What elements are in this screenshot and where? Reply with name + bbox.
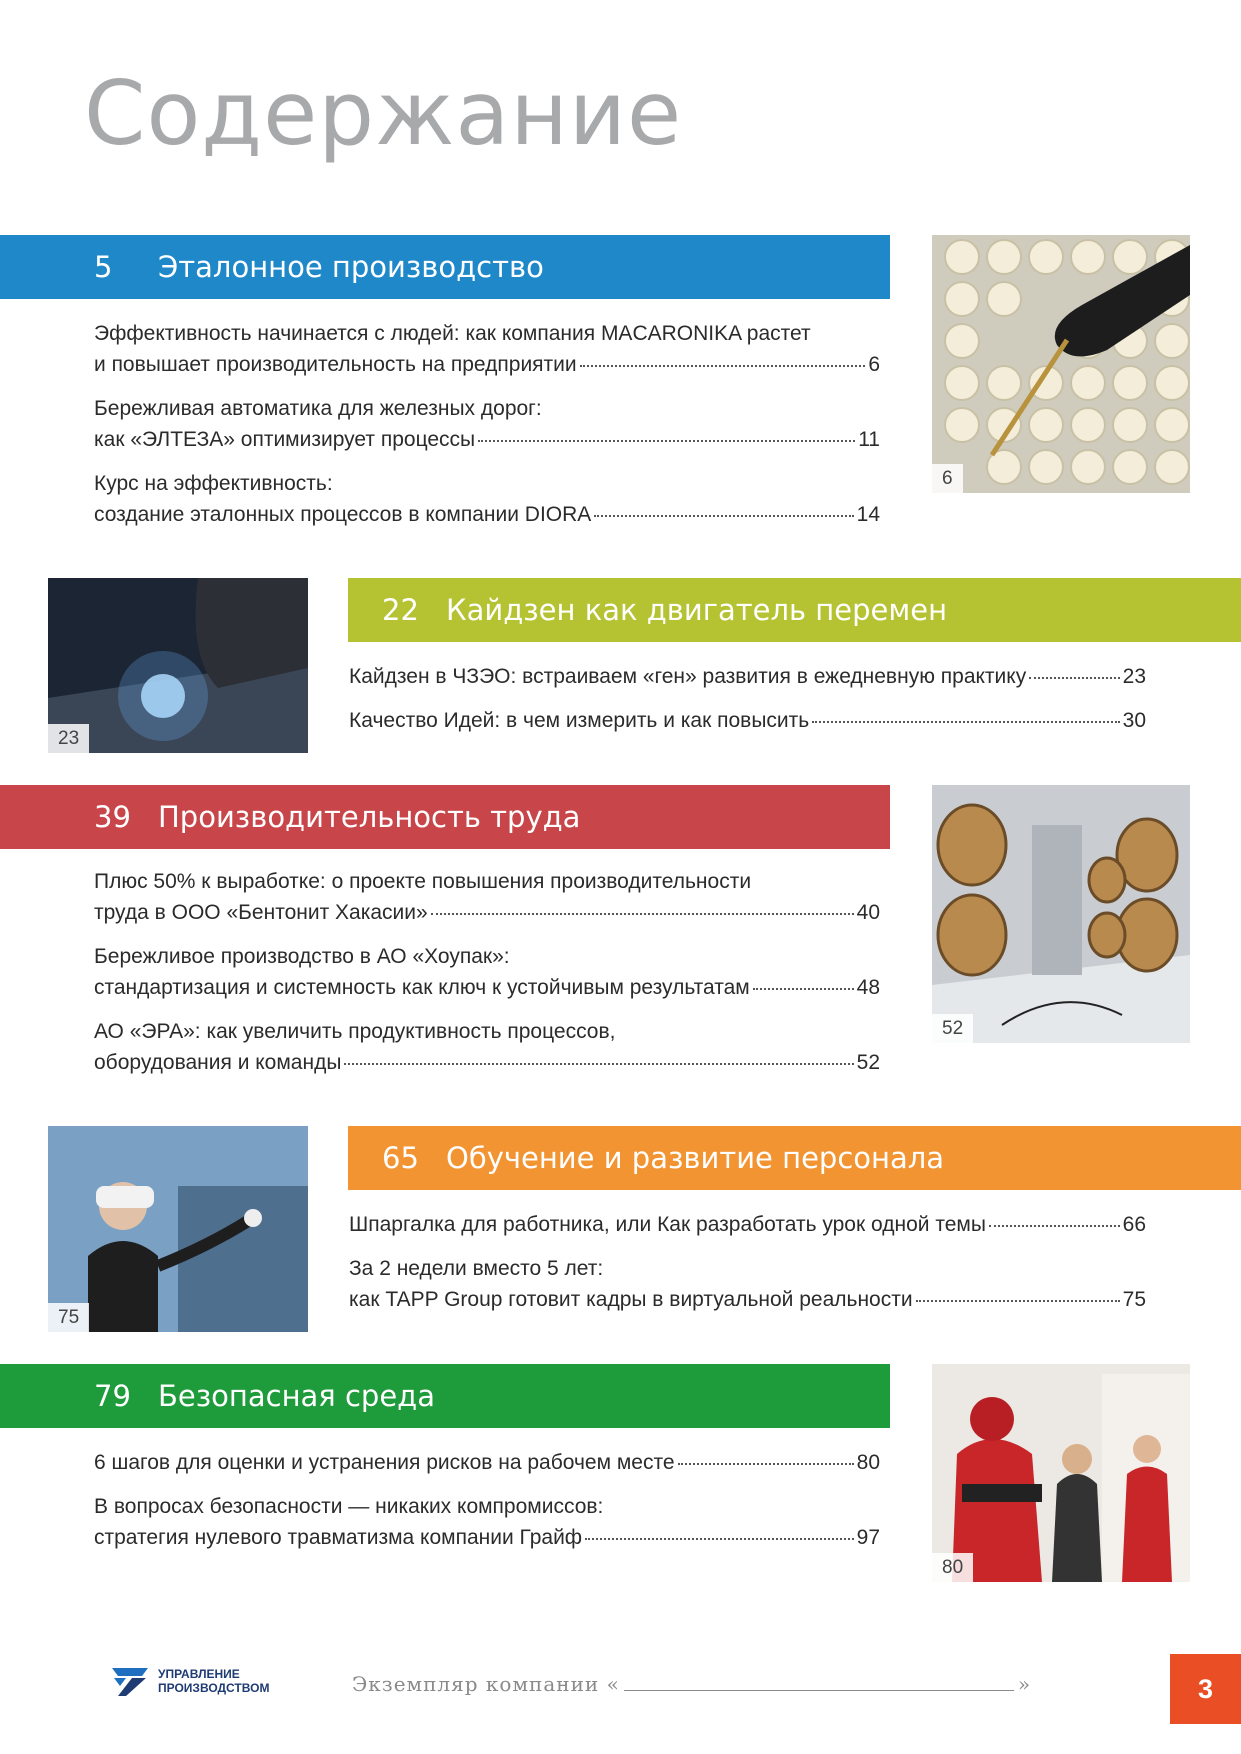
section-bar-3[interactable]	[0, 785, 890, 849]
toc-entry[interactable]	[94, 941, 880, 1003]
photo-page-label: 80	[932, 1553, 973, 1582]
toc-entry[interactable]	[349, 1209, 1146, 1240]
entry-page: 11	[858, 428, 880, 451]
welding-photo-icon[interactable]	[48, 578, 308, 753]
toc-entry[interactable]	[94, 318, 880, 380]
entry-page: 80	[856, 1451, 880, 1474]
photo-page-label: 52	[932, 1014, 973, 1043]
dot-leader	[916, 1299, 1120, 1302]
dot-leader	[989, 1224, 1120, 1227]
toc-entry[interactable]	[349, 705, 1146, 736]
safety-workers-illustration	[932, 1364, 1190, 1582]
dot-leader	[812, 720, 1119, 723]
section-title: Безопасная среда	[158, 1379, 435, 1413]
entry-page: 14	[856, 503, 880, 526]
publisher-logo	[112, 1666, 278, 1696]
toc-entry[interactable]	[94, 1016, 880, 1078]
entry-title-line2: оборудования и команды	[94, 1051, 342, 1074]
logo-text: УПРАВЛЕНИЕ ПРОИЗВОДСТВОМ	[158, 1667, 270, 1695]
toc-entry[interactable]	[94, 1447, 880, 1478]
section-number: 22	[382, 593, 419, 627]
entry-title-line2: стандартизация и системность как ключ к устойчивым результатам	[94, 976, 750, 999]
photo-page-label: 23	[48, 724, 89, 753]
copy-owner-line	[352, 1672, 1031, 1696]
entry-title-line1: Бережливое производство в АО «Хоупак»:	[94, 945, 510, 968]
section-bar-5[interactable]	[0, 1364, 890, 1428]
page-title: Содержание	[84, 62, 683, 165]
cable-reels-illustration	[932, 785, 1190, 1043]
vr-headset-photo-icon[interactable]	[48, 1126, 308, 1332]
macarons-photo-icon[interactable]	[932, 235, 1190, 493]
page-number: 3	[1170, 1654, 1241, 1724]
cable-reels-photo-icon[interactable]	[932, 785, 1190, 1043]
section-title: Кайдзен как двигатель перемен	[446, 593, 948, 627]
entry-title-line2: создание эталонных процессов в компании DIORA	[94, 503, 592, 526]
entry-page: 66	[1122, 1213, 1146, 1236]
toc-entry[interactable]	[94, 393, 880, 455]
section-bar-4[interactable]	[348, 1126, 1241, 1190]
dot-leader	[344, 1062, 853, 1065]
section-entries-2	[349, 661, 1146, 749]
section-entries-3	[94, 866, 880, 1091]
section-number: 5	[94, 250, 113, 284]
entry-title-line2: труда в ООО «Бентонит Хакасии»	[94, 901, 428, 924]
dot-leader	[594, 514, 853, 517]
toc-entry[interactable]	[94, 1491, 880, 1553]
entry-title-line1: В вопросах безопасности — никаких компромиссов:	[94, 1495, 604, 1518]
section-entries-1	[94, 318, 880, 543]
dot-leader	[753, 987, 854, 990]
dot-leader	[585, 1537, 854, 1540]
entry-page: 6	[868, 353, 880, 376]
copy-suffix: »	[1017, 1672, 1032, 1696]
entry-title-line2: как «ЭЛТЕЗА» оптимизирует процессы	[94, 428, 476, 451]
toc-entry[interactable]	[94, 468, 880, 530]
entry-title-line1: Курс на эффективность:	[94, 472, 333, 495]
entry-title-line1: За 2 недели вместо 5 лет:	[349, 1257, 604, 1280]
entry-page: 23	[1122, 665, 1146, 688]
section-title: Обучение и развитие персонала	[446, 1141, 945, 1175]
entry-page: 30	[1122, 709, 1146, 732]
safety-workers-photo-icon[interactable]	[932, 1364, 1190, 1582]
entry-title: 6 шагов для оценки и устранения рисков на рабочем месте	[94, 1451, 675, 1474]
section-entries-4	[349, 1209, 1146, 1328]
entry-title: Шпаргалка для работника, или Как разработать урок одной темы	[349, 1213, 986, 1236]
section-bar-2[interactable]	[348, 578, 1241, 642]
dot-leader	[580, 364, 866, 367]
entry-title: Кайдзен в ЧЗЭО: встраиваем «ген» развития в ежедневную практику	[349, 665, 1027, 688]
dot-leader	[1029, 676, 1119, 679]
entry-title-line1: Эффективность начинается с людей: как компания MACARONIKA растет	[94, 322, 811, 345]
toc-entry[interactable]	[94, 866, 880, 928]
section-title: Производительность труда	[158, 800, 581, 834]
entry-page: 40	[856, 901, 880, 924]
entry-page: 75	[1122, 1288, 1146, 1311]
entry-title-line2: стратегия нулевого травматизма компании Грайф	[94, 1526, 583, 1549]
entry-title-line1: Плюс 50% к выработке: о проекте повышения производительности	[94, 870, 752, 893]
section-entries-5	[94, 1447, 880, 1566]
entry-page: 52	[856, 1051, 880, 1074]
entry-title-line2: и повышает производительность на предприятии	[94, 353, 577, 376]
photo-page-label: 6	[932, 464, 963, 493]
vr-illustration	[48, 1126, 308, 1332]
entry-page: 97	[856, 1526, 880, 1549]
entry-title-line2: как TAPP Group готовит кадры в виртуальной реальности	[349, 1288, 913, 1311]
section-number: 39	[94, 800, 131, 834]
entry-title-line1: Бережливая автоматика для железных дорог:	[94, 397, 542, 420]
toc-entry[interactable]	[349, 661, 1146, 692]
entry-title: Качество Идей: в чем измерить и как повысить	[349, 709, 810, 732]
section-title: Эталонное производство	[158, 250, 544, 284]
copy-prefix: Экземпляр компании «	[352, 1672, 620, 1696]
macarons-illustration	[932, 235, 1190, 493]
photo-page-label: 75	[48, 1303, 89, 1332]
entry-title-line1: АО «ЭРА»: как увеличить продуктивность процессов,	[94, 1020, 616, 1043]
dot-leader	[478, 439, 855, 442]
section-number: 65	[382, 1141, 419, 1175]
section-number: 79	[94, 1379, 131, 1413]
dot-leader	[678, 1462, 854, 1465]
entry-page: 48	[856, 976, 880, 999]
section-bar-1[interactable]	[0, 235, 890, 299]
toc-entry[interactable]	[349, 1253, 1146, 1315]
company-name-blank	[624, 1672, 1014, 1691]
logo-mark-icon	[112, 1666, 152, 1696]
dot-leader	[431, 912, 854, 915]
